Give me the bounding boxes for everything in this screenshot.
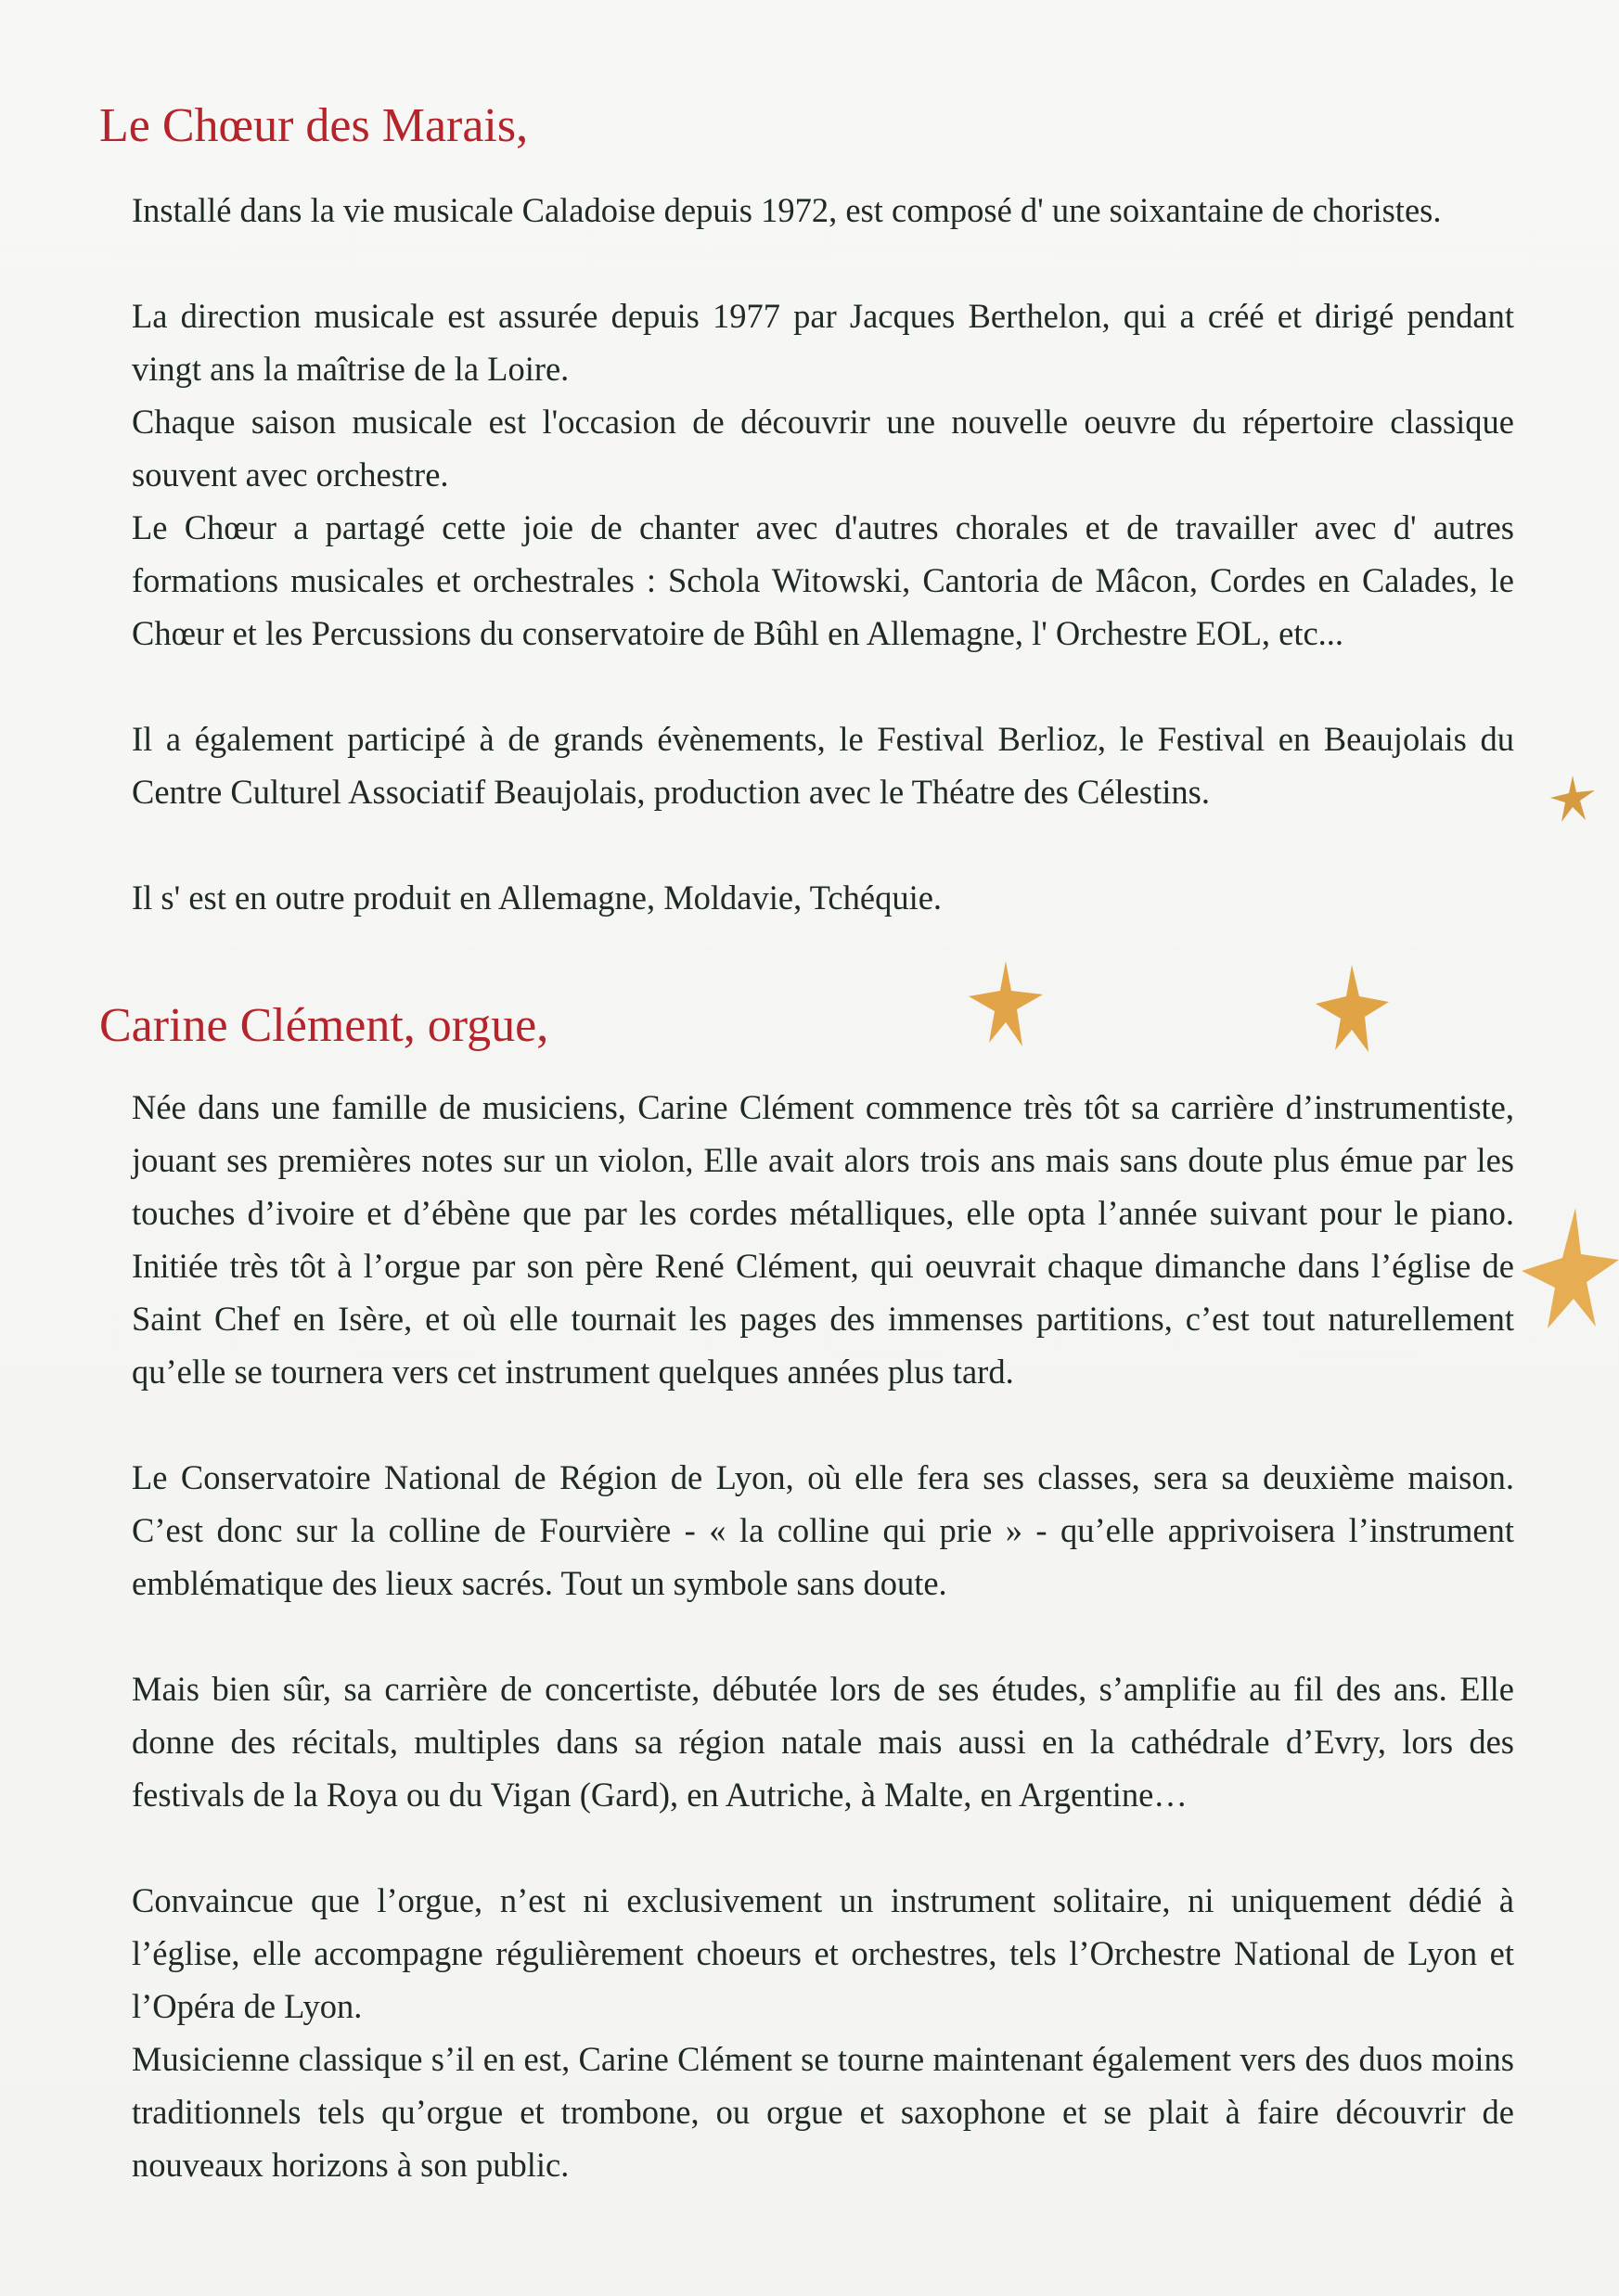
paragraph: Musicienne classique s’il en est, Carine Clément se tourne maintenant également vers des duos moins traditionnels tels qu’orgue et trombone, ou orgue et saxophone et se plait à faire découvrir de nouveaux horizons à son public. — [132, 2040, 1514, 2184]
paragraph: La direction musicale est assurée depuis 1977 par Jacques Berthelon, qui a créé et dirigé pendant vingt ans la maîtrise de la Loire. — [132, 297, 1514, 388]
star-icon — [1545, 770, 1600, 826]
paragraph: Née dans une famille de musiciens, Carine Clément commence très tôt sa carrière d’instrumentiste, jouant ses premières notes sur un violon, Elle avait alors trois ans mais sans doute plus émue par les touches d’ivoire et d’ébène que par les cordes métalliques, elle opta l’année suivant pour le piano. Initiée très tôt à l’orgue par son père René Clément, qui oeuvrait chaque dimanche dans l’église de Saint Chef en Isère, et où elle tournait les pages des immenses partitions, c’est tout naturellement qu’elle se tournera vers cet instrument quelques années plus tard. — [132, 1088, 1514, 1391]
paragraph: Convaincue que l’orgue, n’est ni exclusivement un instrument solitaire, ni uniquement dédié à l’église, elle accompagne régulièrement choeurs et orchestres, tels l’Orchestre National de Lyon et l’Opéra de Lyon. — [132, 1881, 1514, 2025]
paragraph: Le Chœur a partagé cette joie de chanter avec d'autres chorales et de travailler avec d' autres formations musicales et orchestrales : Schola Witowski, Cantoria de Mâcon, Cordes en Calades, le Chœur et les Percussions du conservatoire de Bûhl en Allemagne, l' Orchestre EOL, etc... — [132, 508, 1514, 652]
paragraph: Il s' est en outre produit en Allemagne, Moldavie, Tchéquie. — [132, 879, 943, 917]
paragraph: Mais bien sûr, sa carrière de concertiste, débutée lors de ses études, s’amplifie au fil des ans. Elle donne des récitals, multiples dans sa région natale mais aussi en la cathédrale d’Evry, lors des festivals de la Roya ou du Vigan (Gard), en Autriche, à Malte, en Argentine… — [132, 1670, 1514, 1814]
star-icon — [1522, 1206, 1619, 1331]
star-icon — [1313, 963, 1392, 1056]
section-heading-choeur: Le Chœur des Marais, — [99, 99, 529, 152]
star-icon — [965, 957, 1047, 1050]
section-heading-carine-clement: Carine Clément, orgue, — [99, 999, 549, 1052]
paragraph: Installé dans la vie musicale Caladoise depuis 1972, est composé d' une soixantaine de choristes. — [132, 191, 1442, 229]
paragraph: Chaque saison musicale est l'occasion de découvrir une nouvelle oeuvre du répertoire classique souvent avec orchestre. — [132, 403, 1514, 494]
paragraph: Il a également participé à de grands évènements, le Festival Berlioz, le Festival en Beaujolais du Centre Culturel Associatif Beaujolais, production avec le Théatre des Célestins. — [132, 720, 1514, 811]
paragraph: Le Conservatoire National de Région de Lyon, où elle fera ses classes, sera sa deuxième maison. C’est donc sur la colline de Fourvière - « la colline qui prie » - qu’elle apprivoisera l’instrument emblématique des lieux sacrés. Tout un symbole sans doute. — [132, 1458, 1514, 1602]
